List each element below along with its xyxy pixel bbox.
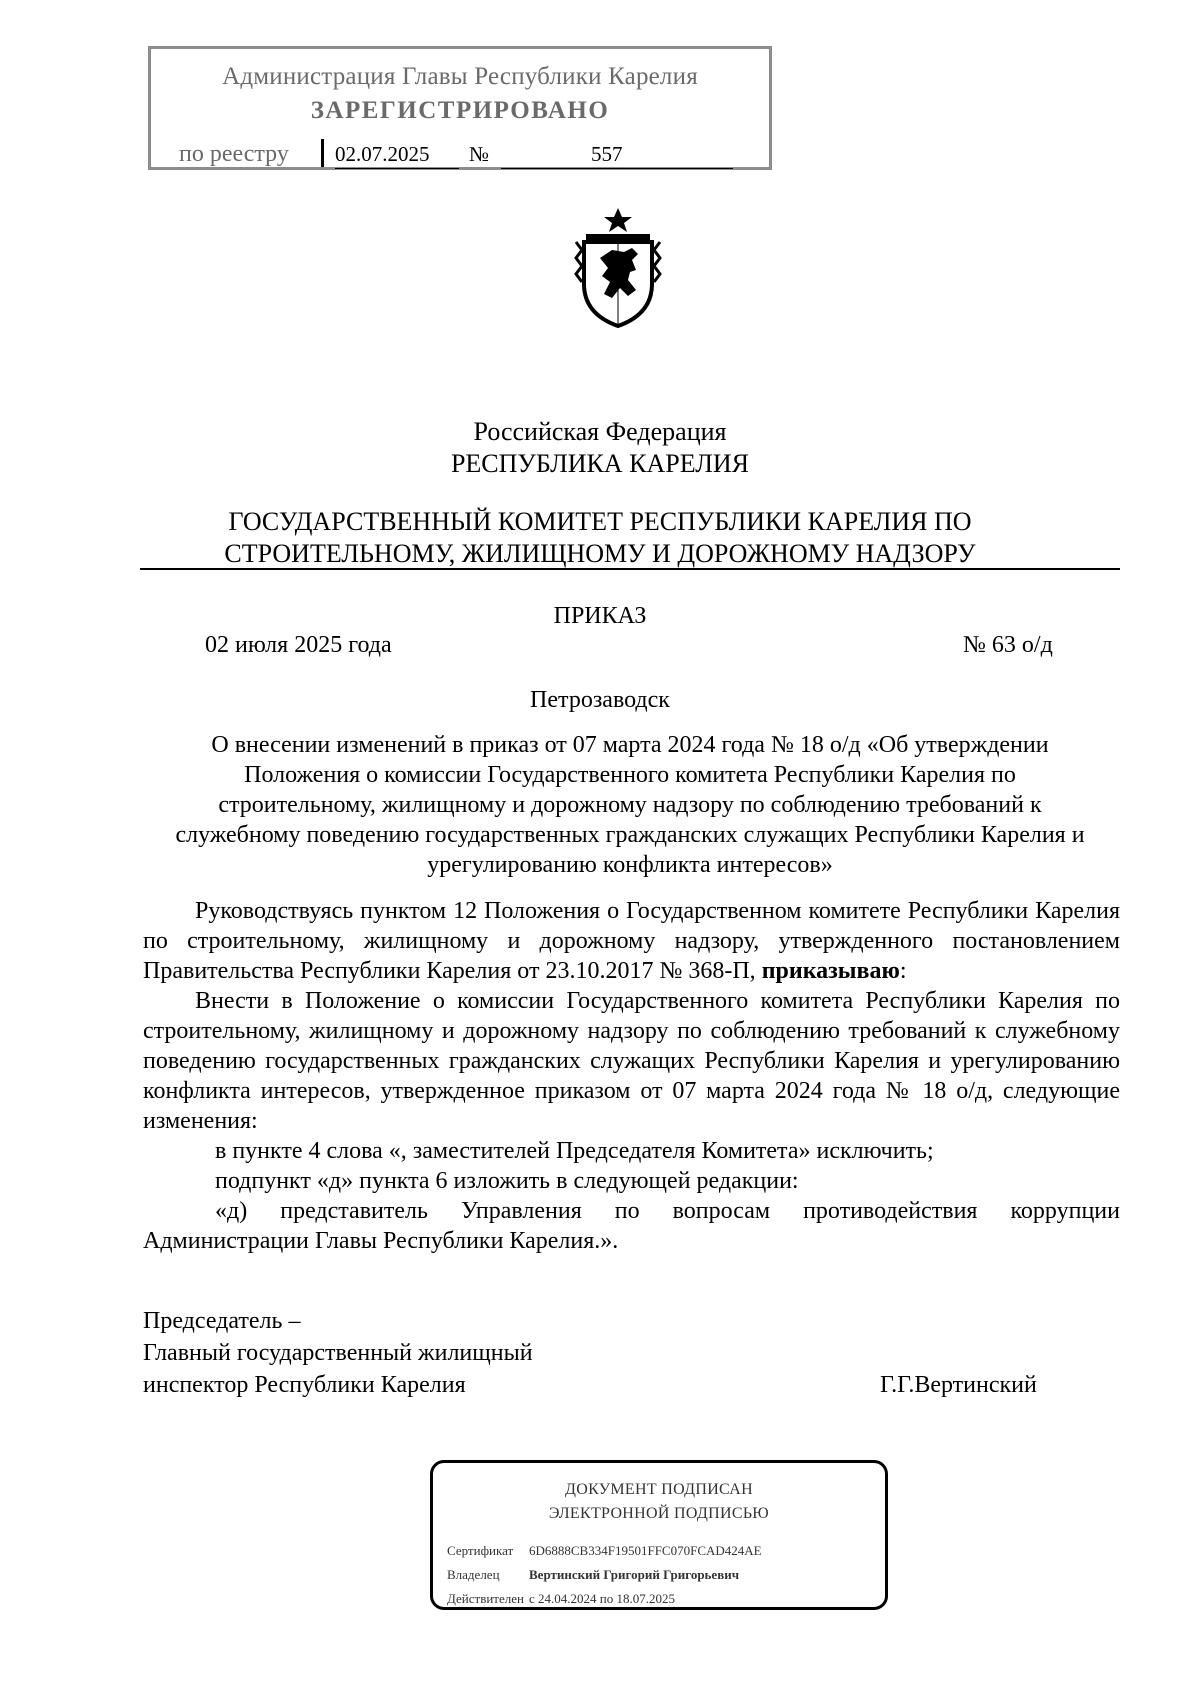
title-line: строительному, жилищному и дорожному надзору по соблюдению требований к xyxy=(218,792,1042,818)
stamp-number: 557 xyxy=(501,142,733,169)
esig-title-1: ДОКУМЕНТ ПОДПИСАН xyxy=(565,1481,753,1498)
esig-owner-label: Владелец xyxy=(447,1567,500,1582)
order-verb: приказываю xyxy=(761,958,900,984)
body-paragraph-amend: Внести в Положение о комиссии Государственного комитета Республики Карелия по строительному, жилищному и дорожному надзору по соблюдению требований к служебному поведению государственных гражданских служащих Республики Карелия и урегулированию конфликта интересов, утвержденное приказом от 07 марта 2024 года № 18 о/д, следующие изменения: xyxy=(143,988,1120,1134)
title-line: О внесении изменений в приказ от 07 марта 2024 года № 18 о/д «Об утверждении xyxy=(211,732,1049,758)
signatory-line-3: инспектор Республики Карелия xyxy=(143,1372,466,1398)
body-paragraph-new-text: «д) представитель Управления по вопросам противодействия коррупции Администрации Главы Республики Карелия.». xyxy=(143,1198,1120,1254)
stamp-date: 02.07.2025 xyxy=(335,142,459,169)
esig-owner-value: Вертинский Григорий Григорьевич xyxy=(529,1567,740,1582)
body-paragraph-item4: в пункте 4 слова «, заместителей Председателя Комитета» исключить; xyxy=(215,1138,934,1164)
signatory-line-1: Председатель – xyxy=(143,1308,301,1334)
title-line: служебному поведению государственных гражданских служащих Республики Карелия и xyxy=(175,822,1085,848)
esig-valid-value: с 24.04.2024 по 18.07.2025 xyxy=(529,1591,675,1606)
order-date: 02 июля 2025 года xyxy=(205,632,392,658)
body-paragraph-basis xyxy=(143,896,1120,986)
stamp-divider xyxy=(321,139,324,167)
coat-of-arms-karelia-icon xyxy=(572,206,664,330)
title-line: урегулированию конфликта интересов» xyxy=(427,852,833,878)
signatory-line-2: Главный государственный жилищный xyxy=(143,1340,533,1366)
country-name: Российская Федерация xyxy=(473,417,727,446)
order-title xyxy=(140,730,1120,880)
esig-cert-label: Сертификат xyxy=(447,1543,514,1558)
committee-line-1: ГОСУДАРСТВЕННЫЙ КОМИТЕТ РЕСПУБЛИКИ КАРЕЛИЯ ПО xyxy=(228,507,972,536)
stamp-registry-label: по реестру xyxy=(179,141,289,167)
basis-text: Руководствуясь пунктом 12 Положения о Государственном комитете Республики Карелия по строительному, жилищному и дорожному надзору, утвержденного постановлением Правительства Республики Карелия от 23.10.2017 № 368-П, xyxy=(143,898,1120,984)
order-type: ПРИКАЗ xyxy=(553,603,647,629)
esig-certificate xyxy=(447,1543,762,1559)
signatory-position xyxy=(143,1305,533,1401)
stamp-registered: ЗАРЕГИСТРИРОВАНО xyxy=(310,97,610,124)
electronic-signature-stamp xyxy=(430,1460,888,1610)
esig-title-2: ЭЛЕКТРОННОЙ ПОДПИСЬЮ xyxy=(548,1505,770,1522)
republic-name: РЕСПУБЛИКА КАРЕЛИЯ xyxy=(450,449,750,478)
title-line: Положения о комиссии Государственного комитета Республики Карелия по xyxy=(244,762,1016,788)
order-city: Петрозаводск xyxy=(530,687,670,713)
esig-cert-value: 6D6888CB334F19501FFC070FCAD424AE xyxy=(529,1543,762,1558)
esig-validity xyxy=(447,1591,675,1607)
signatory-name: Г.Г.Вертинский xyxy=(880,1372,1037,1398)
order-verb-colon: : xyxy=(899,958,907,984)
header-divider xyxy=(140,568,1120,570)
committee-line-2: СТРОИТЕЛЬНОМУ, ЖИЛИЩНОМУ И ДОРОЖНОМУ НАДЗОРУ xyxy=(224,539,976,568)
registration-stamp xyxy=(148,46,772,170)
esig-owner xyxy=(447,1567,739,1583)
stamp-organization: Администрация Главы Республики Карелия xyxy=(222,63,698,90)
order-body xyxy=(143,896,1120,1256)
order-number: № 63 о/д xyxy=(963,632,1053,658)
body-paragraph-item6: подпункт «д» пункта 6 изложить в следующей редакции: xyxy=(215,1168,799,1194)
stamp-number-sign: № xyxy=(469,142,490,166)
esig-valid-label: Действителен xyxy=(447,1591,524,1606)
